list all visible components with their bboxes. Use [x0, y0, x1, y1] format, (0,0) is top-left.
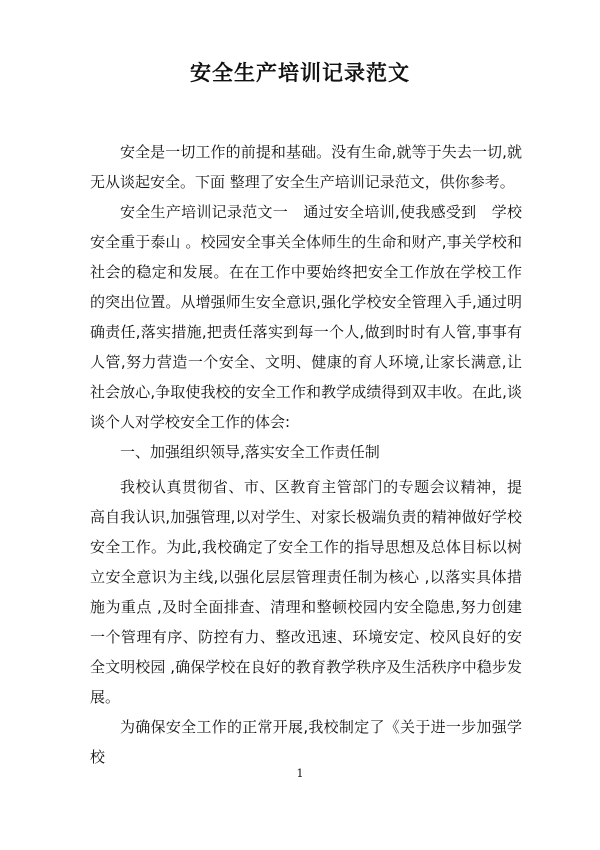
- body-paragraph-continued: 为确保安全工作的正常开展,我校制定了《关于进一步加强学校: [90, 718, 522, 766]
- page-number: 1: [296, 767, 304, 780]
- document-title: 安全生产培训记录范文: [190, 61, 410, 85]
- body-paragraph-example-one: 安全生产培训记录范文一 通过安全培训,使我感受到 学校安全重于泰山 。校园安全事关全体师生的生命和财产,事关学校和社会的稳定和发展。在在工作中要始终把安全工作放在学校工作的突出位置。从增强师生安全意识,强化学校安全管理入手,通过明确责任,落实措施,把责任落实到每一个人,做到时时有人管,事事有人管,努力营造一个安全、文明、健康的育人环境,让家长满意,让社会放心,争取使我校的安全工作和教学成绩得到双丰收。在此,谈谈个人对学校安全工作的体会:: [90, 203, 522, 431]
- section-heading-1: 一、加强组织领导,落实安全工作责任制: [120, 443, 380, 461]
- document-body: [90, 137, 522, 772]
- intro-paragraph: 安全是一切工作的前提和基础。没有生命,就等于失去一切,就无从谈起安全。下面 整理了安全生产培训记录范文，供你参考。: [90, 143, 522, 191]
- body-paragraph-implementation: 我校认真贯彻省、市、区教育主管部门的专题会议精神，提高自我认识,加强管理,以对学生、对家长极端负责的精神做好学校安全工作。为此,我校确定了安全工作的指导思想及总体目标以树立安全意识为主线,以强化层层管理责任制为核心 ,以落实具体措施为重点 ,及时全面排查、清理和整顿校园内安全隐患,努力创建一个管理有序、防控有力、整改迅速、环境安定、校风良好的安全文明校园 ,确保学校在良好的教育教学秩序及生活秩序中稳步发展。: [90, 478, 522, 706]
